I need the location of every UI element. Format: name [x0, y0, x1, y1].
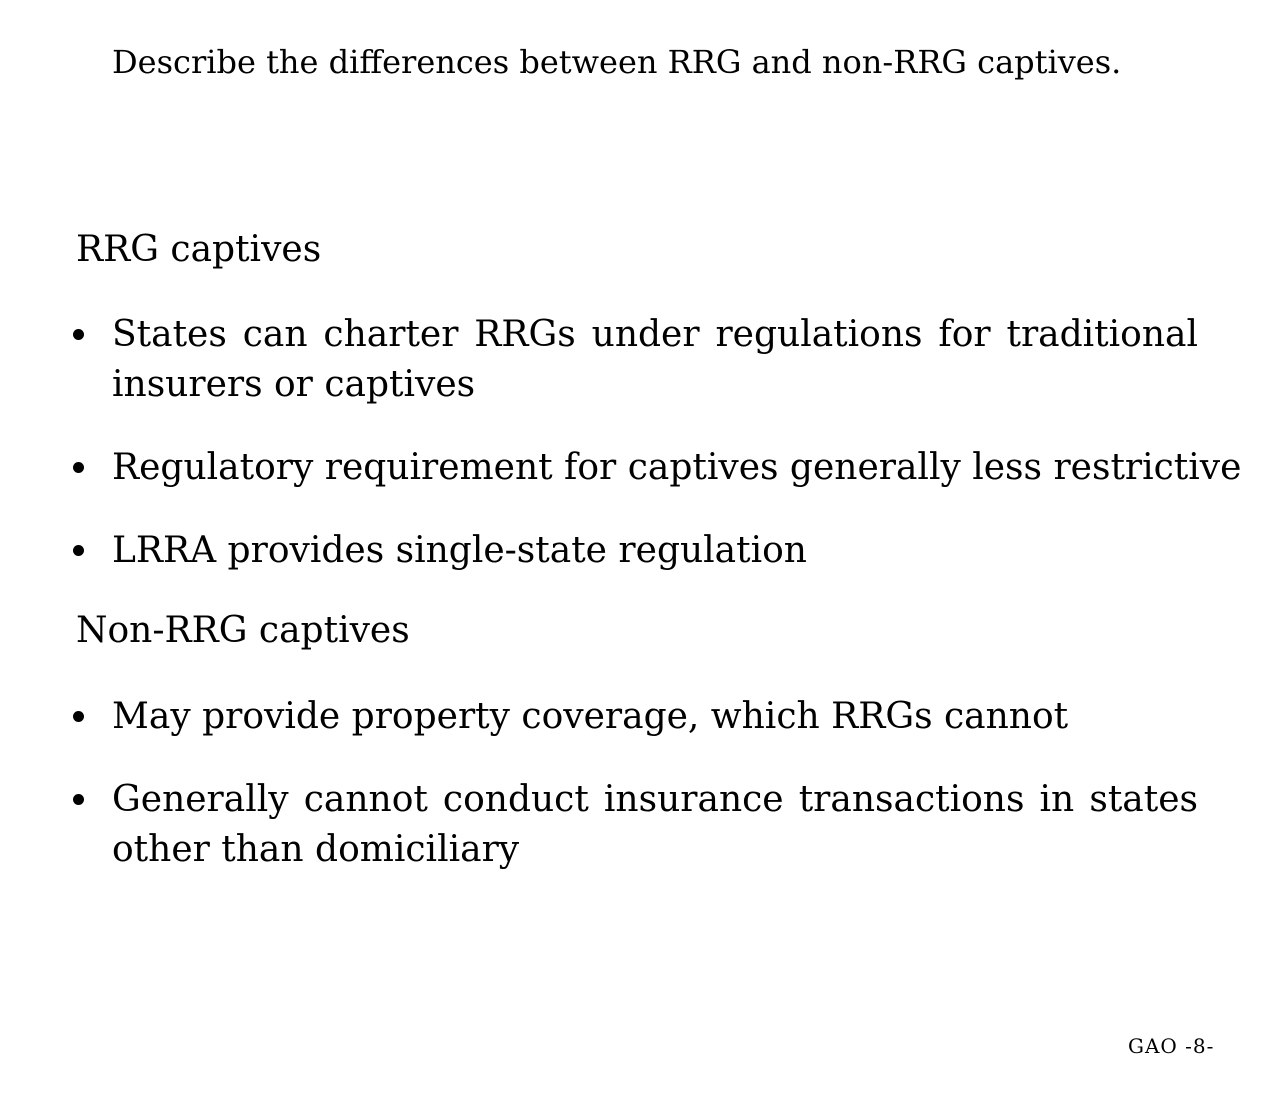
bullet-text: Regulatory requirement for captives generally less restrictive: [112, 447, 1242, 488]
page-footer: GAO -8-: [1128, 1034, 1215, 1058]
bullet-icon: [73, 794, 84, 805]
bullet-icon: [73, 462, 84, 473]
bullet-text: May provide property coverage, which RRGs cannot: [112, 696, 1069, 737]
bullet-text: States can charter RRGs under regulations for traditional insurers or captives: [112, 314, 1198, 405]
bullet-icon: [73, 329, 84, 340]
section-heading-non-rrg: Non-RRG captives: [76, 610, 410, 651]
bullet-text: Generally cannot conduct insurance transactions in states other than domiciliary: [112, 779, 1198, 870]
bullet-icon: [73, 545, 84, 556]
question-prompt: Describe the differences between RRG and non-RRG captives.: [112, 43, 1122, 81]
bullet-text: LRRA provides single-state regulation: [112, 530, 807, 571]
bullet-icon: [73, 711, 84, 722]
section-heading-rrg: RRG captives: [76, 229, 322, 270]
